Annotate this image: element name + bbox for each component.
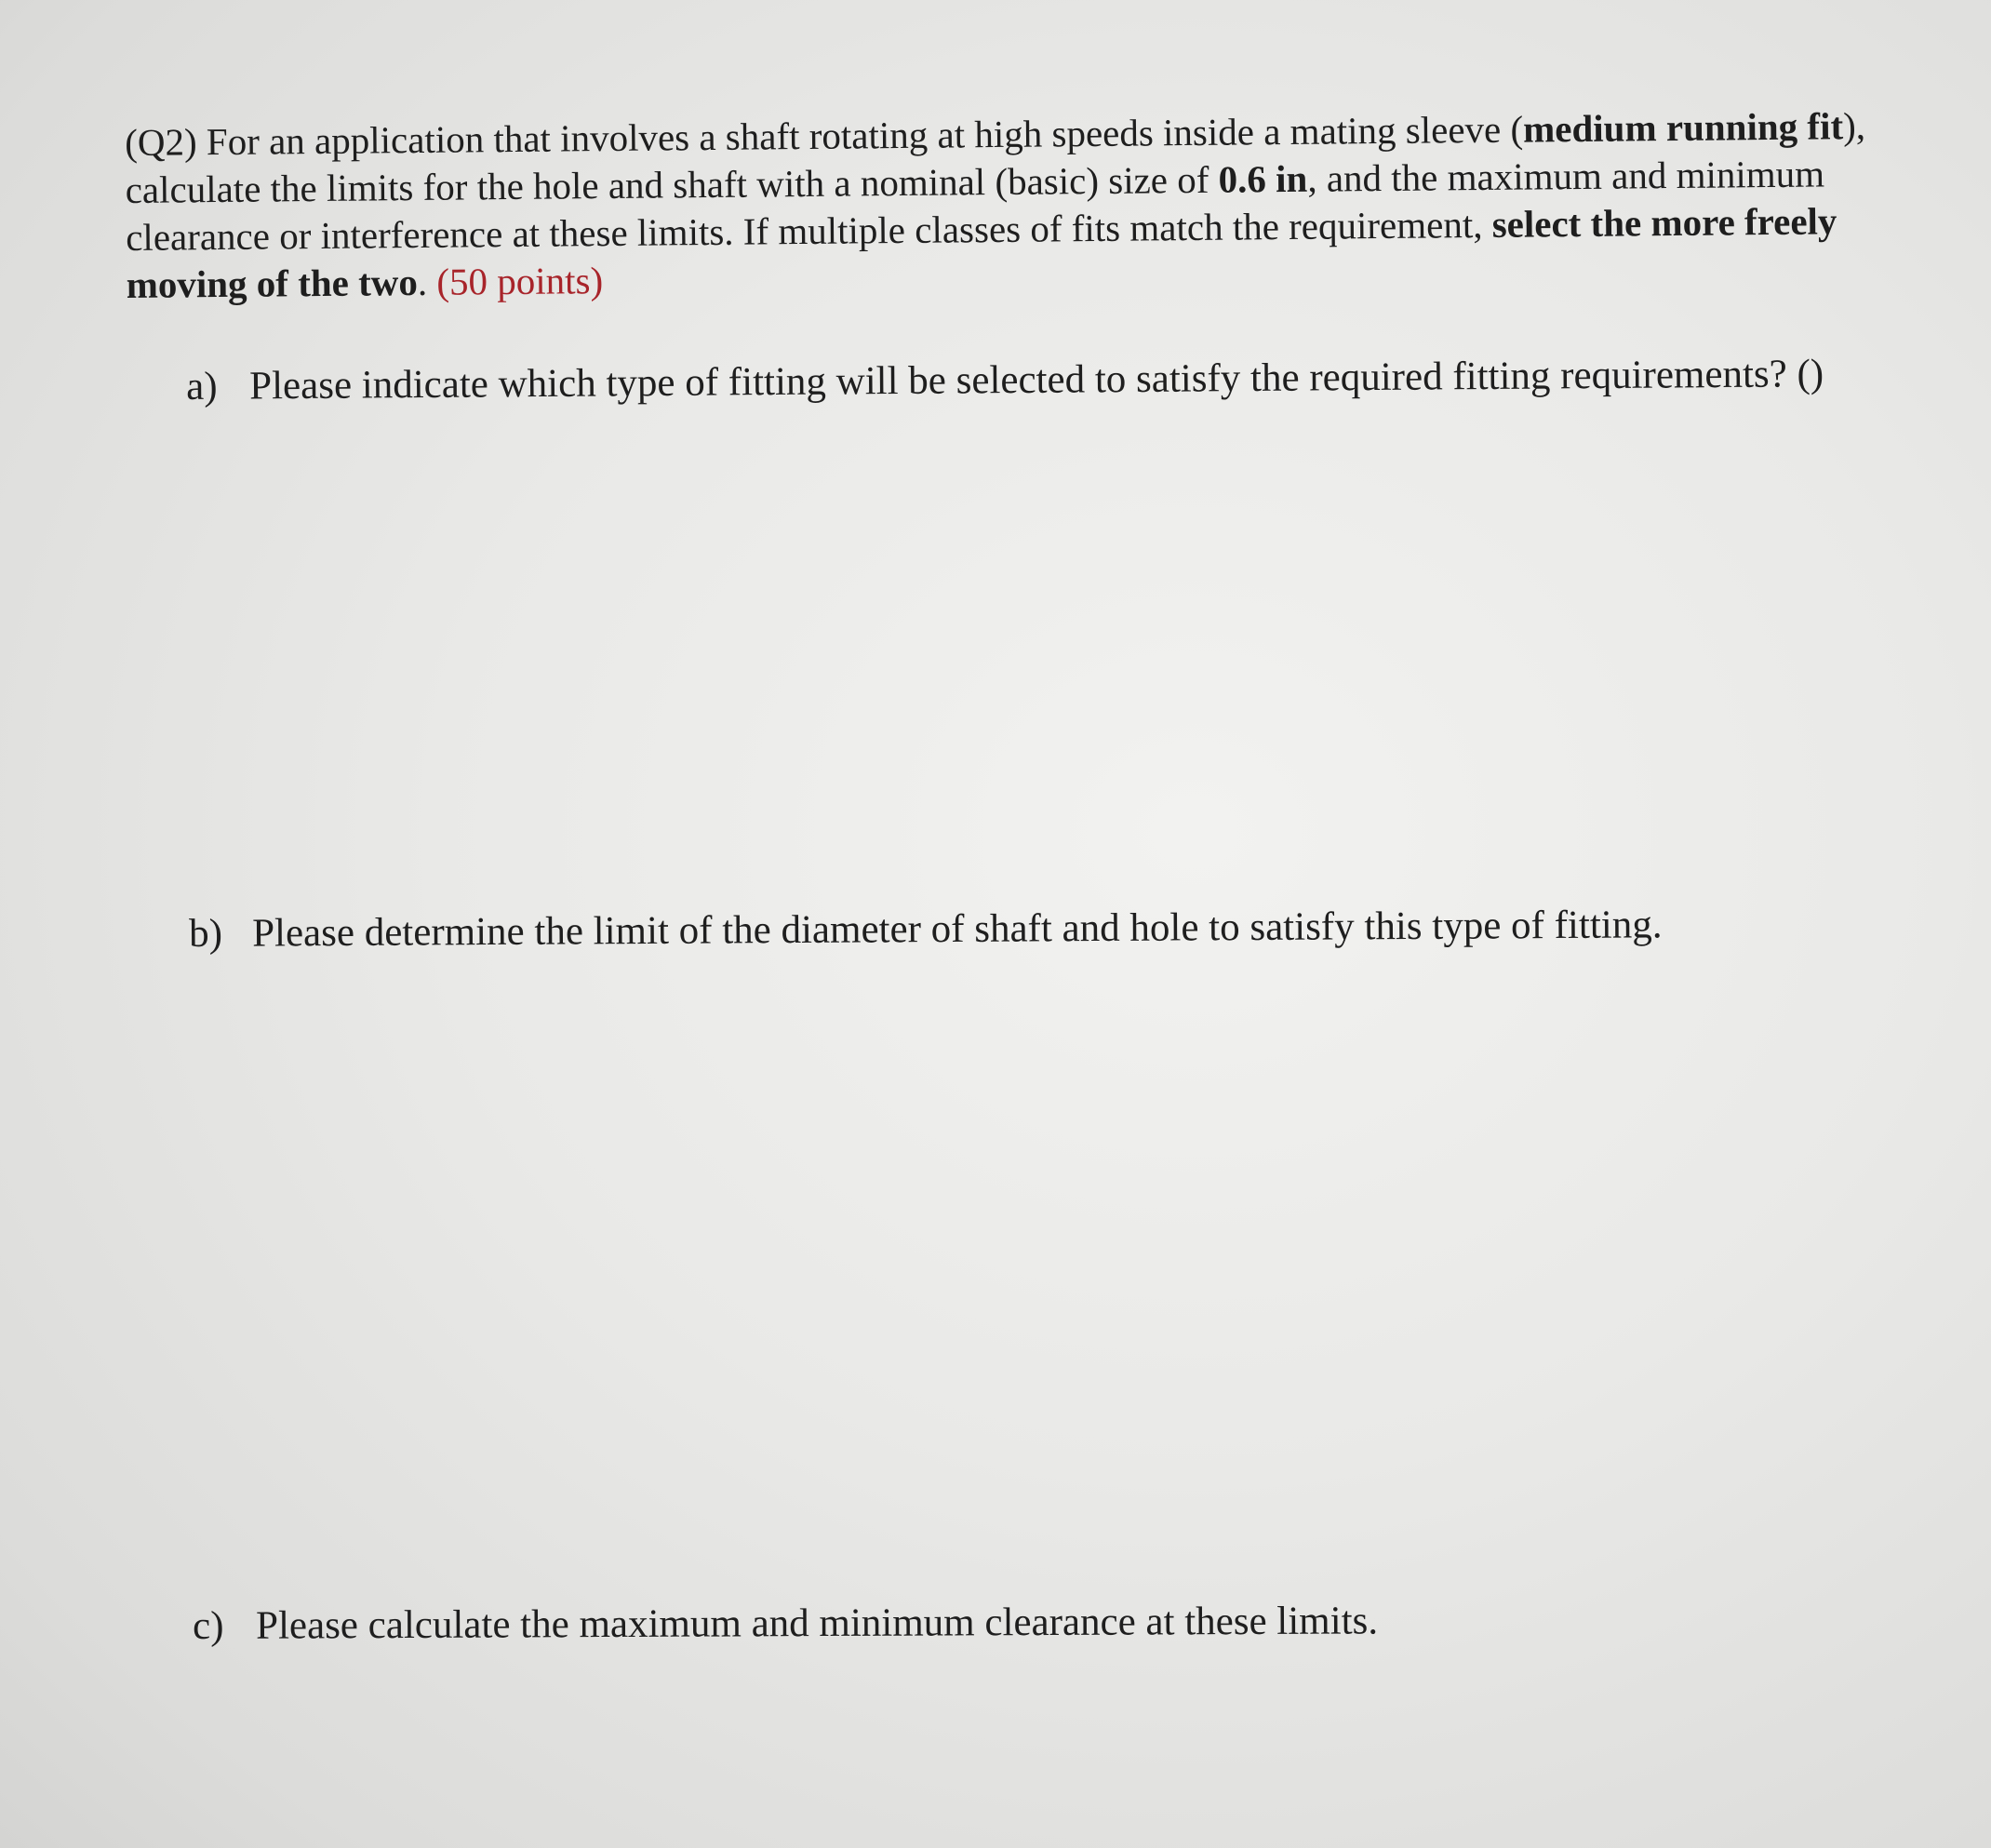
fit-type-bold: medium running fit: [1522, 104, 1844, 151]
question-prefix: (Q2) For an application that involves a shaft rotating at high speeds inside a mating sleeve (: [125, 107, 1524, 164]
question-q2: [125, 101, 1922, 309]
part-b-text: Please determine the limit of the diameter of shaft and hole to satisfy this type of fitting.: [252, 903, 1663, 956]
part-a-text: Please indicate which type of fitting will be selected to satisfy the required fitting requirements? (): [249, 352, 1824, 408]
points-label: (50 points): [436, 259, 604, 303]
nominal-size-bold: 0.6 in: [1218, 156, 1308, 201]
instruction-bold: select the more freely moving of the two: [126, 199, 1837, 306]
part-b: [189, 901, 1663, 958]
part-a: [186, 350, 1824, 411]
part-b-letter: b): [189, 911, 223, 956]
part-a-letter: a): [186, 364, 218, 408]
question-text-2: ), calculate the limits for the hole and shaft with a nominal (basic) size of: [125, 104, 1866, 211]
question-text-3: , and the maximum and minimum clearance or interference at these limits. If multiple classes of fits match the requirement,: [125, 152, 1825, 259]
part-c-text: Please calculate the maximum and minimum clearance at these limits.: [256, 1599, 1379, 1648]
part-c-letter: c): [193, 1603, 224, 1648]
question-text-4: .: [417, 260, 437, 303]
part-c: [193, 1597, 1378, 1651]
